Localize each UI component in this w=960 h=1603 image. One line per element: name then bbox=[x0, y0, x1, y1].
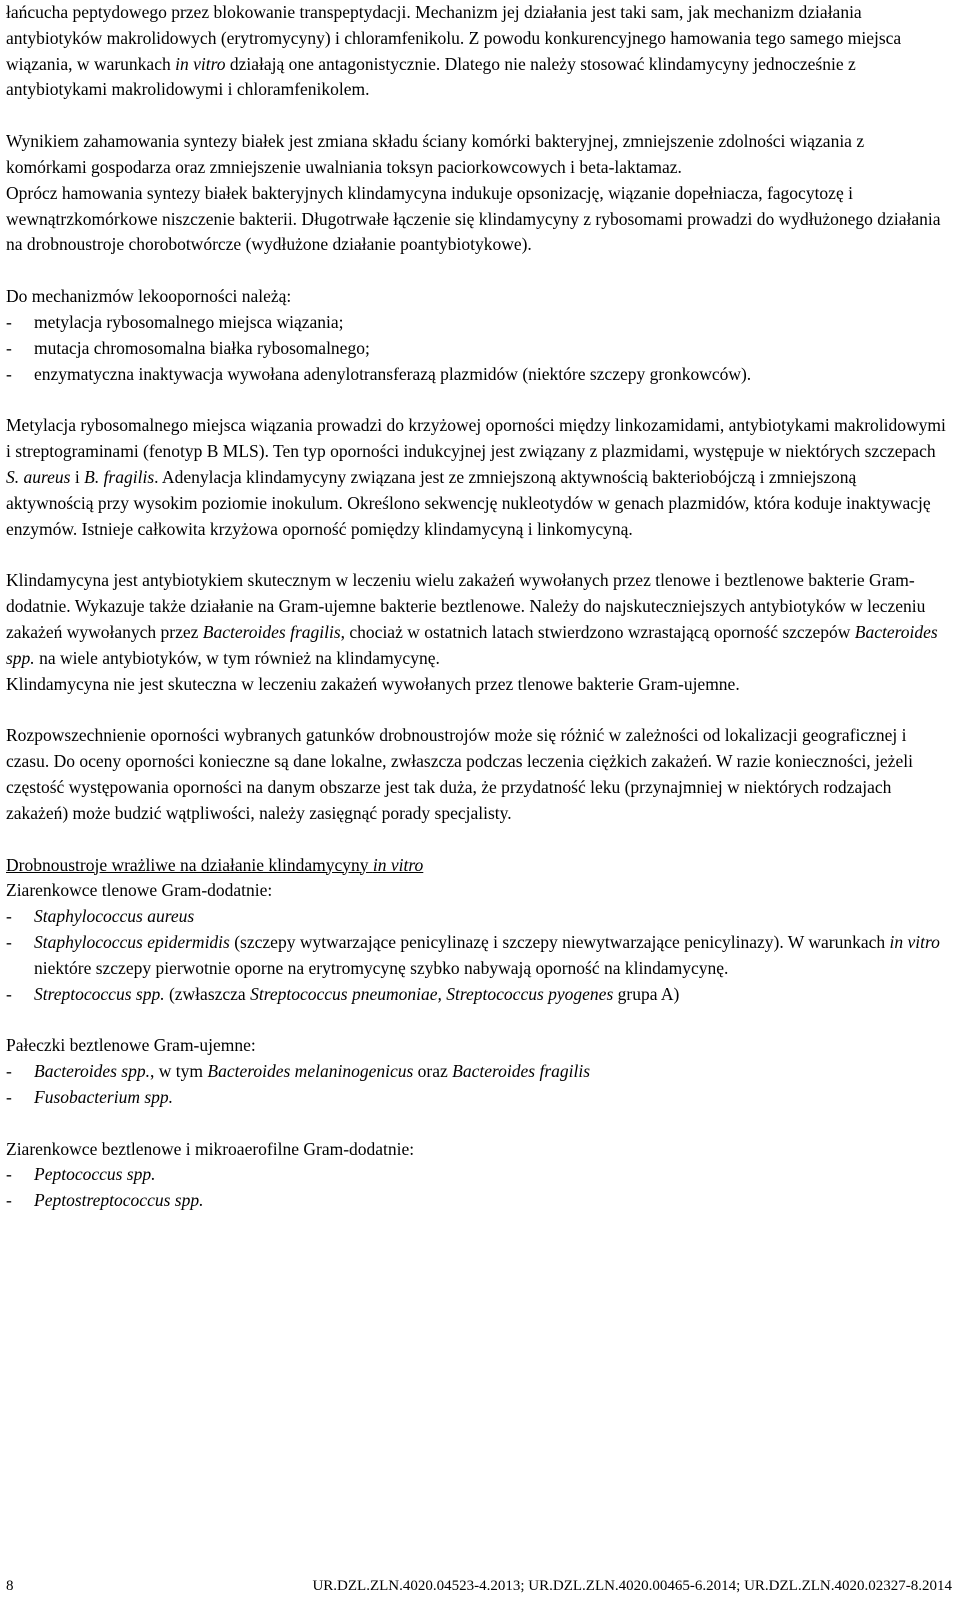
text-span: Klindamycyna jest antybiotykiem skutecznym w leczeniu wielu zakażeń wywołanych przez tlenowe i beztlenowe bakterie Gram-dodatnie. Wykazuje także działanie na Gram-ujemne bakterie beztlenowe. Należy do najskuteczniejszych antybiotyków w leczeniu zakażeń wywołanych przez bbox=[6, 570, 926, 642]
page-number: 8 bbox=[6, 1578, 14, 1594]
text-span: i bbox=[70, 466, 85, 487]
list-item-text bbox=[34, 982, 946, 1008]
group-title: Ziarenkowce beztlenowe i mikroaerofilne Gram-dodatnie: bbox=[6, 1138, 415, 1159]
paragraph-mechanism bbox=[6, 0, 946, 103]
paragraph-methylation bbox=[6, 413, 946, 542]
list-item bbox=[6, 982, 946, 1008]
list-dash: - bbox=[6, 1190, 12, 1211]
organism-name: Bacteroides fragilis bbox=[452, 1061, 591, 1082]
paragraph-prevalence: Rozpowszechnienie oporności wybranych gatunków drobnoustrojów może się różnić w zależności od lokalizacji geograficznej i czasu. Do oceny oporności konieczne są dane lokalne, zwłaszcza podczas leczenia ciężkich zakażeń. W razie konieczności, jeżeli częstość występowania oporności na danym obszarze jest tak duża, że przydatność leku (przynajmniej w niektórych rodzajach zakażeń) może budzić wątpliwości, należy zasięgnąć porady specjalisty. bbox=[6, 725, 913, 823]
italic-term: Bacteroides fragilis bbox=[202, 621, 341, 642]
italic-term: in vitro bbox=[889, 931, 940, 952]
text-span: oraz bbox=[413, 1061, 453, 1082]
list-item bbox=[6, 1059, 946, 1085]
list-item-text: metylacja rybosomalnego miejsca wiązania; bbox=[34, 311, 344, 332]
list-item-text bbox=[34, 930, 946, 982]
text-span: , w tym bbox=[150, 1061, 208, 1082]
page-footer bbox=[6, 1574, 952, 1598]
spacer bbox=[6, 542, 946, 568]
text-span: łańcucha peptydowego przez blokowanie transpeptydacji. Mechanizm jej działania jest taki sam, jak mechanizm działania antybiotyków makrolidowych (erytromycyny) i chloramfenikolu. Z powodu konkurencyjnego hamowania tego samego miejsca wiązania, w warunkach bbox=[6, 2, 902, 74]
list-dash: - bbox=[6, 906, 12, 927]
organism-name: Bacteroides spp. bbox=[34, 1061, 150, 1082]
list-dash: - bbox=[6, 1164, 12, 1185]
organism-name: Peptostreptococcus spp. bbox=[34, 1190, 204, 1211]
list-item bbox=[6, 310, 946, 336]
paragraph-ineffective: Klindamycyna nie jest skuteczna w leczeniu zakażeń wywołanych przez tlenowe bakterie Gram-ujemne. bbox=[6, 673, 740, 694]
list-item bbox=[6, 1162, 946, 1188]
spacer bbox=[6, 1007, 946, 1033]
organism-name: Peptococcus spp. bbox=[34, 1164, 156, 1185]
group-title: Pałeczki beztlenowe Gram-ujemne: bbox=[6, 1035, 256, 1056]
organism-name: Staphylococcus epidermidis bbox=[34, 931, 230, 952]
document-page bbox=[6, 0, 946, 1214]
italic-term: S. aureus bbox=[6, 466, 71, 487]
list-dash: - bbox=[6, 337, 12, 358]
document-reference: UR.DZL.ZLN.4020.04523-4.2013; UR.DZL.ZLN.4020.00465-6.2014; UR.DZL.ZLN.4020.02327-8.2014 bbox=[312, 1578, 952, 1594]
list-item bbox=[6, 336, 946, 362]
list-dash: - bbox=[6, 1086, 12, 1107]
text-span: (szczepy wytwarzające penicylinazę i szczepy niewytwarzające penicylinazy). W warunkach bbox=[229, 931, 890, 952]
list-item bbox=[6, 1188, 946, 1214]
list-item bbox=[6, 1085, 946, 1111]
list-item-text bbox=[34, 1059, 946, 1085]
list-dash: - bbox=[6, 363, 12, 384]
organism-name: Streptococcus pneumoniae, Streptococcus pyogenes bbox=[250, 983, 614, 1004]
spacer bbox=[6, 258, 946, 284]
organism-name: Staphylococcus aureus bbox=[34, 906, 195, 927]
text-span: działają one antagonistycznie. Dlatego nie należy stosować klindamycyny jednocześnie z antybiotykami makrolidowymi i chloramfenikolem. bbox=[6, 53, 856, 100]
list-dash: - bbox=[6, 983, 12, 1004]
spacer bbox=[6, 827, 946, 853]
organism-name: Bacteroides melaninogenicus bbox=[207, 1061, 414, 1082]
italic-term: in vitro bbox=[372, 854, 424, 875]
paragraph-protein-synthesis: Wynikiem zahamowania syntezy białek jest zmiana składu ściany komórki bakteryjnej, zmniejszenie zdolności wiązania z komórkami gospodarza oraz zmniejszenie uwalniania toksyn paciorkowcowych i beta-laktamaz. bbox=[6, 131, 865, 177]
heading-text: Drobnoustroje wrażliwe na działanie klindamycyny bbox=[6, 854, 373, 875]
spacer bbox=[6, 1111, 946, 1137]
list-item-text: mutacja chromosomalna białka rybosomalnego; bbox=[34, 337, 370, 358]
spacer bbox=[6, 697, 946, 723]
spacer bbox=[6, 103, 946, 129]
paragraph-efficacy bbox=[6, 568, 946, 671]
text-span: niektóre szczepy pierwotnie oporne na erytromycynę szybko nabywają oporność na klindamycynę. bbox=[34, 957, 729, 978]
paragraph-resistance-intro: Do mechanizmów lekooporności należą: bbox=[6, 286, 292, 307]
text-span: (zwłaszcza bbox=[164, 983, 251, 1004]
group-title: Ziarenkowce tlenowe Gram-dodatnie: bbox=[6, 880, 273, 901]
text-span: , chociaż w ostatnich latach stwierdzono wzrastającą oporność szczepów bbox=[340, 621, 855, 642]
text-span: Metylacja rybosomalnego miejsca wiązania prowadzi do krzyżowej oporności między linkozamidami, antybiotykami makrolidowymi i streptograminami (fenotyp B MLS). Ten typ oporności indukcyjnej jest związany z plazmidami, występuje w niektórych szczepach bbox=[6, 415, 946, 462]
paragraph-opsonization: Oprócz hamowania syntezy białek bakteryjnych klindamycyna indukuje opsonizację, wiązanie dopełniacza, fagocytozę i wewnątrzkomórkowe niszczenie bakterii. Długotrwałe łączenie się klindamycyny z rybosomami prowadzi do wydłużonego działania na drobnoustroje chorobotwórcze (wydłużone działanie poantybiotykowe). bbox=[6, 182, 941, 255]
list-dash: - bbox=[6, 1061, 12, 1082]
list-item bbox=[6, 904, 946, 930]
text-span: grupa A) bbox=[613, 983, 680, 1004]
spacer bbox=[6, 387, 946, 413]
list-item-wrapped bbox=[6, 362, 946, 388]
list-item-text: enzymatyczna inaktywacja wywołana adenylotransferazą plazmidów (niektóre szczepy gronkowców). bbox=[34, 363, 752, 384]
list-dash: - bbox=[6, 931, 12, 952]
list-dash: - bbox=[6, 311, 12, 332]
list-item bbox=[6, 930, 946, 982]
text-span: . Adenylacja klindamycyny związana jest ze zmniejszoną aktywnością bakteriobójczą i zmniejszoną aktywnością przy wysokim poziomie inokulum. Określono sekwencję nukleotydów w genach plazmidów, która koduje inaktywację enzymów. Istnieje całkowita krzyżowa oporność pomiędzy klindamycyną i linkomycyną. bbox=[6, 466, 931, 539]
organism-name: Streptococcus spp. bbox=[34, 983, 165, 1004]
italic-term: B. fragilis bbox=[84, 466, 155, 487]
italic-term: in vitro bbox=[175, 53, 226, 74]
organism-name: Fusobacterium spp. bbox=[34, 1086, 174, 1107]
text-span: na wiele antybiotyków, w tym również na klindamycynę. bbox=[34, 647, 440, 668]
section-heading-susceptible bbox=[6, 853, 946, 879]
italic-term: Bacteroides spp. bbox=[6, 621, 938, 668]
